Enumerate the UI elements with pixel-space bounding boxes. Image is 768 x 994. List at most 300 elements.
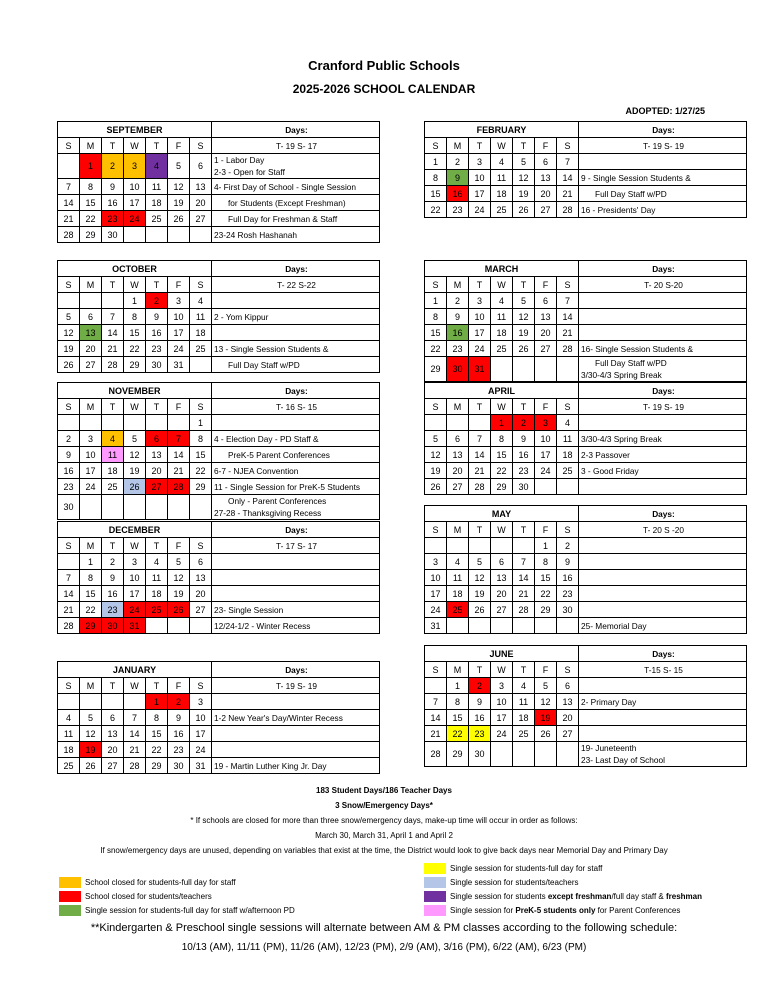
date-cell: 30: [102, 618, 124, 634]
kindergarten-note: **Kindergarten & Preschool single sessions will alternate between AM & PM classes according to the following schedule:: [90, 922, 678, 934]
date-cell: 19: [80, 742, 102, 758]
date-cell: 3: [491, 678, 513, 694]
date-cell: 16: [447, 325, 469, 341]
date-cell: 15: [535, 570, 557, 586]
weekday-label: S: [58, 138, 80, 154]
date-cell: 12: [425, 447, 447, 463]
date-cell: 17: [124, 195, 146, 211]
date-cell: 15: [80, 195, 102, 211]
date-cell: [557, 479, 579, 495]
weekday-label: T: [102, 399, 124, 415]
date-cell: 18: [491, 186, 513, 202]
date-cell: 27: [190, 602, 212, 618]
weekday-label: S: [58, 277, 80, 293]
weekday-label: S: [425, 662, 447, 678]
date-cell: [513, 538, 535, 554]
date-cell: [124, 694, 146, 710]
date-cell: 23: [447, 341, 469, 357]
weekday-label: F: [535, 662, 557, 678]
notes-cell: [212, 211, 380, 227]
date-cell: 27: [535, 202, 557, 218]
date-cell: 28: [513, 602, 535, 618]
date-cell: 6: [102, 710, 124, 726]
date-cell: 27: [491, 602, 513, 618]
orange-swatch: [59, 877, 81, 888]
weekday-label: W: [491, 277, 513, 293]
month-name: SEPTEMBER: [58, 122, 212, 138]
legend-green: Single session for students-full day for staff w/afternoon PD: [59, 905, 295, 916]
date-cell: 16: [513, 447, 535, 463]
month-table: [57, 661, 380, 774]
date-cell: [58, 415, 80, 431]
date-cell: 24: [535, 463, 557, 479]
month-table: [424, 121, 747, 218]
date-cell: 30: [102, 227, 124, 243]
date-cell: 13: [190, 179, 212, 195]
date-cell: 22: [425, 341, 447, 357]
days-label: Days:: [579, 261, 747, 277]
date-cell: 14: [557, 309, 579, 325]
date-cell: 23: [469, 726, 491, 742]
date-cell: 23: [168, 742, 190, 758]
date-cell: 23: [102, 602, 124, 618]
date-cell: 1: [124, 293, 146, 309]
note-line: 23- Last Day of School: [581, 755, 665, 765]
date-cell: 28: [425, 742, 447, 767]
weekday-label: S: [557, 662, 579, 678]
date-cell: 2: [557, 538, 579, 554]
date-cell: 12: [513, 309, 535, 325]
date-cell: 11: [146, 570, 168, 586]
weekday-label: T: [513, 399, 535, 415]
note-line: Full Day Staff w/PD: [595, 188, 667, 199]
date-cell: 18: [146, 586, 168, 602]
date-cell: 17: [190, 726, 212, 742]
weekday-label: S: [557, 138, 579, 154]
date-cell: 20: [190, 195, 212, 211]
date-cell: 30: [58, 495, 80, 520]
date-cell: 18: [447, 586, 469, 602]
date-cell: 7: [557, 293, 579, 309]
weekday-label: S: [190, 138, 212, 154]
month-march: [424, 260, 747, 382]
notes-cell: [579, 710, 747, 726]
date-cell: 14: [58, 586, 80, 602]
date-cell: 4: [513, 678, 535, 694]
date-cell: 25: [190, 341, 212, 357]
date-cell: 10: [425, 570, 447, 586]
date-cell: 30: [447, 357, 469, 382]
note-line: 2-3 Passover: [581, 449, 630, 460]
date-cell: [146, 618, 168, 634]
date-cell: 4: [58, 710, 80, 726]
date-cell: [535, 742, 557, 767]
date-cell: 16: [168, 726, 190, 742]
weekday-label: T: [469, 138, 491, 154]
date-cell: 12: [124, 447, 146, 463]
date-cell: 31: [469, 357, 491, 382]
date-cell: 2: [513, 415, 535, 431]
date-cell: 21: [58, 211, 80, 227]
date-cell: 5: [80, 710, 102, 726]
date-cell: 15: [491, 447, 513, 463]
date-cell: 13: [535, 309, 557, 325]
date-cell: [168, 495, 190, 520]
total-days: 183 Student Days/186 Teacher Days: [316, 786, 452, 795]
month-december: [57, 521, 380, 634]
date-cell: [557, 618, 579, 634]
date-cell: [102, 293, 124, 309]
date-cell: [557, 357, 579, 382]
weekday-label: W: [124, 538, 146, 554]
weekday-label: M: [80, 678, 102, 694]
note-line: Only - Parent Conferences: [228, 496, 327, 506]
date-cell: 11: [58, 726, 80, 742]
weekday-label: S: [58, 678, 80, 694]
date-cell: 6: [535, 154, 557, 170]
date-cell: 30: [168, 758, 190, 774]
date-cell: 11: [491, 170, 513, 186]
weekday-label: T: [146, 277, 168, 293]
date-cell: 19: [513, 325, 535, 341]
date-cell: [80, 694, 102, 710]
weekday-label: S: [58, 538, 80, 554]
date-cell: [469, 538, 491, 554]
date-cell: 14: [168, 447, 190, 463]
date-cell: 21: [124, 742, 146, 758]
month-table: [424, 505, 747, 634]
date-cell: 1: [535, 538, 557, 554]
weekday-label: T: [146, 138, 168, 154]
date-cell: [491, 538, 513, 554]
date-cell: 26: [513, 341, 535, 357]
date-cell: 20: [190, 586, 212, 602]
weekday-label: W: [491, 138, 513, 154]
notes-cell: [212, 325, 380, 341]
notes-cell: [212, 341, 380, 357]
notes-cell: [579, 447, 747, 463]
notes-cell: [212, 479, 380, 495]
day-totals: T- 19 S- 19: [579, 138, 747, 154]
date-cell: 10: [80, 447, 102, 463]
notes-cell: [212, 602, 380, 618]
date-cell: 8: [535, 554, 557, 570]
month-table: [57, 121, 380, 243]
weekday-label: W: [491, 522, 513, 538]
date-cell: 26: [124, 479, 146, 495]
yellow-swatch: [424, 863, 446, 874]
date-cell: 9: [168, 710, 190, 726]
weekday-label: M: [447, 662, 469, 678]
date-cell: 11: [102, 447, 124, 463]
legend-yellow: Single session for students-full day for staff: [424, 863, 602, 874]
month-name: OCTOBER: [58, 261, 212, 277]
legend-orange: School closed for students-full day for staff: [59, 877, 236, 888]
date-cell: [102, 415, 124, 431]
date-cell: 5: [168, 154, 190, 179]
date-cell: 7: [469, 431, 491, 447]
date-cell: 7: [102, 309, 124, 325]
date-cell: 7: [425, 694, 447, 710]
month-table: [57, 382, 380, 520]
month-september: [57, 121, 380, 243]
weekday-label: M: [447, 138, 469, 154]
notes-cell: [212, 758, 380, 774]
weekday-label: M: [447, 522, 469, 538]
date-cell: 2: [168, 694, 190, 710]
days-label: Days:: [579, 646, 747, 662]
makeup-note: * If schools are closed for more than three snow/emergency days, make-up time will occur in order as follows:: [190, 816, 578, 825]
date-cell: 13: [146, 447, 168, 463]
date-cell: [102, 694, 124, 710]
date-cell: 26: [58, 357, 80, 373]
date-cell: 25: [102, 479, 124, 495]
date-cell: 9: [146, 309, 168, 325]
weekday-label: T: [513, 277, 535, 293]
weekday-label: S: [557, 399, 579, 415]
date-cell: 10: [469, 170, 491, 186]
date-cell: 6: [491, 554, 513, 570]
date-cell: [124, 495, 146, 520]
notes-cell: [579, 415, 747, 431]
date-cell: 18: [491, 325, 513, 341]
date-cell: 22: [425, 202, 447, 218]
weekday-label: S: [190, 399, 212, 415]
date-cell: 11: [557, 431, 579, 447]
date-cell: 6: [535, 293, 557, 309]
legend-red: School closed for students/teachers: [59, 891, 212, 902]
date-cell: [190, 227, 212, 243]
date-cell: 23: [513, 463, 535, 479]
weekday-label: M: [80, 538, 102, 554]
date-cell: 3: [469, 154, 491, 170]
notes-cell: [212, 293, 380, 309]
date-cell: [146, 495, 168, 520]
note-line: 6-7 - NJEA Convention: [214, 465, 299, 476]
date-cell: 20: [535, 186, 557, 202]
date-cell: [447, 415, 469, 431]
legend-blue: Single session for students/teachers: [424, 877, 579, 888]
date-cell: [425, 678, 447, 694]
date-cell: [535, 357, 557, 382]
date-cell: 5: [58, 309, 80, 325]
date-cell: 20: [102, 742, 124, 758]
date-cell: 28: [102, 357, 124, 373]
date-cell: 3: [190, 694, 212, 710]
date-cell: [58, 554, 80, 570]
date-cell: 1: [146, 694, 168, 710]
date-cell: 21: [469, 463, 491, 479]
date-cell: 18: [146, 195, 168, 211]
date-cell: 30: [557, 602, 579, 618]
month-table: [57, 521, 380, 634]
date-cell: 18: [58, 742, 80, 758]
date-cell: 17: [469, 325, 491, 341]
note-line: Full Day Staff w/PD: [228, 359, 300, 370]
notes-cell: [579, 431, 747, 447]
note-line: 25- Memorial Day: [581, 620, 647, 631]
weekday-label: F: [535, 399, 557, 415]
date-cell: 11: [146, 179, 168, 195]
date-cell: 19: [535, 710, 557, 726]
month-name: DECEMBER: [58, 522, 212, 538]
notes-cell: [212, 570, 380, 586]
notes-cell: [579, 678, 747, 694]
date-cell: 16: [557, 570, 579, 586]
weekday-label: W: [491, 399, 513, 415]
weekday-label: F: [168, 138, 190, 154]
note-line: 19- Juneteenth: [581, 743, 637, 753]
notes-cell: [579, 538, 747, 554]
month-may: [424, 505, 747, 634]
pink-swatch: [424, 905, 446, 916]
notes-cell: [579, 554, 747, 570]
date-cell: 8: [190, 431, 212, 447]
note-line: Full Day for Freshman & Staff: [228, 213, 338, 224]
month-name: APRIL: [425, 383, 579, 399]
date-cell: 29: [491, 479, 513, 495]
notes-cell: [579, 694, 747, 710]
date-cell: 28: [58, 227, 80, 243]
date-cell: 19: [168, 586, 190, 602]
date-cell: 21: [168, 463, 190, 479]
weekday-label: W: [124, 678, 146, 694]
note-line: 13 - Single Session Students &: [214, 343, 329, 354]
day-totals: T- 20 S-20: [579, 277, 747, 293]
date-cell: 22: [190, 463, 212, 479]
date-cell: [491, 742, 513, 767]
date-cell: 11: [447, 570, 469, 586]
notes-cell: [579, 463, 747, 479]
date-cell: 4: [491, 293, 513, 309]
date-cell: 12: [58, 325, 80, 341]
date-cell: 16: [102, 586, 124, 602]
date-cell: 20: [447, 463, 469, 479]
date-cell: 6: [447, 431, 469, 447]
date-cell: 21: [102, 341, 124, 357]
date-cell: 10: [535, 431, 557, 447]
date-cell: 13: [190, 570, 212, 586]
notes-cell: [212, 195, 380, 211]
month-table: [424, 645, 747, 767]
date-cell: [80, 495, 102, 520]
date-cell: 9: [513, 431, 535, 447]
month-january: [57, 661, 380, 774]
date-cell: 20: [491, 586, 513, 602]
notes-cell: [579, 186, 747, 202]
date-cell: 5: [513, 154, 535, 170]
weekday-label: T: [102, 538, 124, 554]
weekday-label: S: [557, 277, 579, 293]
date-cell: [80, 293, 102, 309]
blue-swatch: [424, 877, 446, 888]
date-cell: 7: [513, 554, 535, 570]
date-cell: 24: [124, 211, 146, 227]
date-cell: [124, 415, 146, 431]
note-line: 12/24-1/2 - Winter Recess: [214, 620, 311, 631]
note-line: 3 - Good Friday: [581, 465, 639, 476]
date-cell: [190, 618, 212, 634]
weekday-label: T: [513, 138, 535, 154]
date-cell: 9: [102, 179, 124, 195]
date-cell: 29: [80, 227, 102, 243]
legend-pink: Single session for PreK-5 students only for Parent Conferences: [424, 905, 680, 916]
weekday-label: S: [190, 538, 212, 554]
weekday-label: F: [168, 399, 190, 415]
notes-cell: [579, 479, 747, 495]
notes-cell: [212, 154, 380, 179]
purple-swatch: [424, 891, 446, 902]
date-cell: [469, 415, 491, 431]
date-cell: [80, 415, 102, 431]
date-cell: 21: [557, 186, 579, 202]
giveback-note: If snow/emergency days are unused, depending on variables that exist at the time, the District would look to give back days near Memorial Day and Primary Day: [100, 846, 668, 855]
date-cell: 14: [557, 170, 579, 186]
date-cell: 18: [557, 447, 579, 463]
date-cell: 8: [80, 570, 102, 586]
date-cell: 12: [513, 170, 535, 186]
date-cell: 11: [491, 309, 513, 325]
date-cell: 28: [469, 479, 491, 495]
date-cell: 19: [168, 195, 190, 211]
notes-cell: [579, 341, 747, 357]
red-swatch: [59, 891, 81, 902]
date-cell: 25: [491, 202, 513, 218]
note-line: 2- Primary Day: [581, 696, 637, 707]
notes-cell: [212, 179, 380, 195]
date-cell: 1: [447, 678, 469, 694]
notes-cell: [579, 325, 747, 341]
date-cell: 24: [469, 341, 491, 357]
date-cell: 28: [58, 618, 80, 634]
date-cell: 24: [190, 742, 212, 758]
date-cell: 2: [146, 293, 168, 309]
date-cell: [535, 618, 557, 634]
weekday-label: F: [168, 277, 190, 293]
date-cell: 19: [469, 586, 491, 602]
date-cell: 16: [447, 186, 469, 202]
date-cell: 3: [168, 293, 190, 309]
date-cell: 20: [535, 325, 557, 341]
date-cell: 25: [146, 211, 168, 227]
date-cell: 10: [124, 179, 146, 195]
date-cell: 22: [80, 211, 102, 227]
month-name: MAY: [425, 506, 579, 522]
date-cell: 22: [535, 586, 557, 602]
date-cell: [102, 495, 124, 520]
date-cell: 21: [557, 325, 579, 341]
date-cell: [146, 415, 168, 431]
note-line: 23-24 Rosh Hashanah: [214, 229, 298, 240]
days-label: Days:: [212, 522, 380, 538]
date-cell: 23: [447, 202, 469, 218]
date-cell: 27: [190, 211, 212, 227]
date-cell: 17: [168, 325, 190, 341]
weekday-label: F: [168, 538, 190, 554]
date-cell: 17: [535, 447, 557, 463]
date-cell: 15: [425, 325, 447, 341]
day-totals: T-15 S- 15: [579, 662, 747, 678]
note-line: 1 - Labor Day: [214, 155, 265, 165]
date-cell: 15: [146, 726, 168, 742]
notes-cell: [212, 447, 380, 463]
notes-cell: [579, 202, 747, 218]
date-cell: [124, 227, 146, 243]
weekday-label: F: [535, 522, 557, 538]
date-cell: 2: [469, 678, 491, 694]
date-cell: 14: [58, 195, 80, 211]
date-cell: 21: [58, 602, 80, 618]
